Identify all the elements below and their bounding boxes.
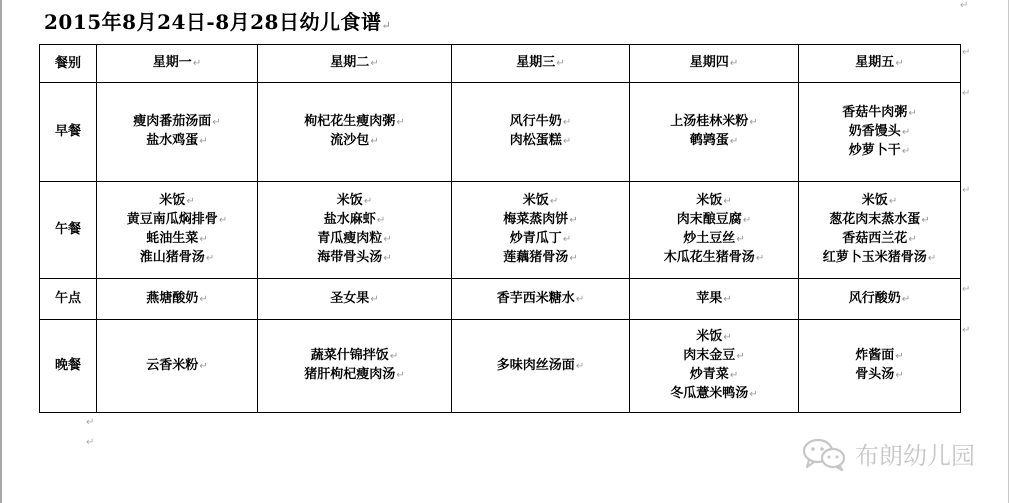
dish-name: 风行酸奶 (848, 290, 901, 306)
dish-item (258, 211, 451, 230)
day-header-label: 星期一 (152, 55, 192, 70)
dish-name: 炒青菜 (689, 367, 729, 382)
menu-cell (452, 320, 630, 413)
paragraph-mark-icon: ↵ (199, 293, 208, 305)
dish-item (258, 290, 451, 309)
dish-item (452, 192, 629, 211)
menu-cell (97, 279, 258, 320)
dish-item (630, 113, 798, 132)
paragraph-mark-icon: ↵ (895, 58, 904, 69)
dish-name: 上汤桂林米粉 (670, 114, 749, 129)
paragraph-mark-icon: ↵ (562, 234, 572, 245)
watermark (801, 436, 975, 471)
day-header-label: 星期三 (516, 55, 556, 70)
dish-item (452, 249, 629, 268)
dish-name: 炸酱面 (855, 348, 895, 363)
menu-cell (799, 279, 961, 320)
paragraph-mark-icon: ↵ (962, 47, 971, 58)
meal-label: 早餐 (40, 83, 97, 182)
menu-table (39, 44, 961, 413)
menu-cell (799, 182, 961, 279)
paragraph-mark-icon: ↵ (755, 253, 765, 264)
dish-name: 鹌鹑蛋 (689, 133, 729, 148)
dish-name: 炒萝卜干 (848, 142, 901, 158)
paragraph-mark-icon: ↵ (729, 136, 739, 147)
menu-cell (630, 320, 799, 413)
dish-item (799, 142, 960, 161)
menu-cell (630, 83, 799, 182)
paragraph-mark-icon: ↵ (729, 370, 739, 381)
paragraph-mark-icon: ↵ (908, 107, 917, 119)
paragraph-mark-icon: ↵ (723, 332, 732, 343)
dish-item (452, 132, 629, 151)
dish-item (799, 249, 960, 268)
dish-name: 香芋西米糖水 (496, 290, 575, 306)
menu-cell (630, 182, 799, 279)
paragraph-mark-icon: ↵ (895, 370, 904, 381)
dish-name: 葱花肉末蒸水蛋 (829, 212, 921, 227)
dish-item (630, 230, 798, 249)
menu-cell (97, 182, 258, 279)
paragraph-mark-icon: ↵ (186, 196, 195, 207)
dish-name: 香菇西兰花 (842, 231, 908, 246)
paragraph-mark-icon: ↵ (901, 145, 911, 157)
paragraph-mark-icon: ↵ (383, 234, 392, 245)
dish-name: 木瓜花生猪骨汤 (663, 250, 755, 265)
paragraph-mark-icon: ↵ (199, 360, 208, 372)
day-header (452, 45, 630, 83)
corner-header: 餐别 (40, 45, 97, 83)
meal-row (40, 320, 961, 413)
paragraph-mark-icon: ↵ (921, 215, 930, 226)
dish-item (452, 290, 629, 309)
paragraph-mark-icon: ↵ (370, 58, 379, 69)
paragraph-mark-icon: ↵ (396, 117, 405, 128)
paragraph-mark-icon: ↵ (908, 234, 917, 245)
dish-item (258, 192, 451, 211)
dish-item (799, 290, 960, 309)
menu-cell (258, 279, 452, 320)
paragraph-mark-icon: ↵ (901, 293, 911, 305)
menu-cell (799, 83, 961, 182)
dish-item (97, 113, 257, 132)
dish-item (630, 366, 798, 385)
meal-label: 午餐 (40, 182, 97, 279)
dish-item (452, 357, 629, 376)
dish-item (799, 347, 960, 366)
paragraph-mark-icon: ↵ (736, 234, 745, 245)
menu-cell (799, 320, 961, 413)
paragraph-mark-icon: ↵ (569, 253, 578, 264)
dish-item (97, 132, 257, 151)
dish-item (630, 347, 798, 366)
day-header (630, 45, 799, 83)
dish-item (97, 290, 257, 309)
dish-name: 苹果 (696, 290, 723, 306)
dish-name: 炒青瓜丁 (509, 231, 562, 246)
dish-name: 米饭 (861, 193, 888, 208)
dish-name: 海带骨头汤 (317, 250, 383, 265)
menu-cell (452, 182, 630, 279)
dish-item (630, 211, 798, 230)
dish-name: 盐水鸡蛋 (146, 133, 199, 148)
day-header (97, 45, 258, 83)
meal-label: 午点 (40, 279, 97, 320)
dish-name: 蔬菜什锦拌饭 (310, 348, 389, 363)
paragraph-mark-icon: ↵ (376, 215, 386, 226)
dish-item (630, 385, 798, 404)
dish-name: 燕塘酸奶 (146, 290, 199, 306)
dish-name: 米饭 (159, 193, 186, 208)
dish-name: 米饭 (522, 193, 549, 208)
dish-name: 香菇牛肉粥 (842, 104, 908, 120)
paragraph-mark-icon: ↵ (895, 351, 904, 362)
meal-row (40, 182, 961, 279)
dish-item (97, 249, 257, 268)
dish-name: 多味肉丝汤面 (496, 357, 575, 373)
menu-cell (452, 83, 630, 182)
dish-name: 炒土豆丝 (683, 231, 736, 246)
dish-item (799, 211, 960, 230)
day-header-label: 星期四 (689, 55, 729, 70)
paragraph-mark-icon: ↵ (562, 136, 572, 147)
dish-name: 猪肝枸杞瘦肉汤 (304, 367, 396, 382)
dish-item (799, 230, 960, 249)
dish-item (452, 211, 629, 230)
meal-row (40, 83, 961, 182)
dish-name: 骨头汤 (855, 367, 895, 382)
paragraph-mark-icon: ↵ (556, 58, 565, 69)
dish-item (452, 113, 629, 132)
dish-item (258, 230, 451, 249)
paragraph-mark-icon: ↵ (381, 19, 392, 32)
dish-name: 青瓜瘦肉粒 (317, 231, 383, 246)
paragraph-mark-icon: ↵ (363, 196, 373, 207)
document-title: 2015年8月24日-8月28日幼儿食谱↵ (44, 10, 392, 34)
dish-item (630, 192, 798, 211)
dish-name: 米饭 (696, 193, 723, 208)
paragraph-mark-icon: ↵ (962, 284, 971, 295)
dish-item (799, 104, 960, 123)
paragraph-mark-icon: ↵ (575, 293, 585, 305)
paragraph-mark-icon: ↵ (729, 58, 739, 69)
dish-name: 枸杞花生瘦肉粥 (304, 114, 396, 129)
paragraph-mark-icon: ↵ (749, 389, 758, 400)
paragraph-mark-icon: ↵ (562, 117, 572, 128)
dish-name: 莲藕猪骨汤 (503, 250, 569, 265)
paragraph-mark-icon: ↵ (389, 351, 399, 362)
day-header (258, 45, 452, 83)
dish-item (630, 290, 798, 309)
paragraph-mark-icon: ↵ (742, 215, 752, 226)
menu-cell (97, 83, 258, 182)
meal-row (40, 279, 961, 320)
dish-name: 风行牛奶 (509, 114, 562, 129)
page-left-edge (0, 0, 2, 503)
dish-item (452, 230, 629, 249)
dish-name: 肉末金豆 (683, 348, 736, 363)
dish-name: 黄豆南瓜焖排骨 (126, 212, 218, 227)
paragraph-mark-icon: ↵ (927, 253, 937, 264)
wechat-icon (801, 437, 847, 471)
dish-name: 圣女果 (330, 290, 370, 306)
dish-name: 米饭 (336, 193, 363, 208)
paragraph-mark-icon: ↵ (723, 196, 732, 207)
dish-name: 淮山猪骨汤 (139, 250, 205, 265)
dish-item (97, 192, 257, 211)
paragraph-mark-icon: ↵ (962, 325, 971, 336)
dish-item (258, 132, 451, 151)
paragraph-mark-icon: ↵ (749, 117, 758, 128)
dish-name: 流沙包 (330, 133, 370, 148)
paragraph-mark-icon: ↵ (962, 88, 971, 99)
paragraph-mark-icon: ↵ (383, 253, 392, 264)
dish-name: 蚝油生菜 (146, 231, 199, 246)
paragraph-mark-icon: ↵ (960, 0, 969, 11)
menu-cell (452, 279, 630, 320)
dish-item (97, 230, 257, 249)
dish-item (799, 192, 960, 211)
dish-name: 奶香馒头 (848, 123, 901, 139)
dish-name: 红萝卜玉米猪骨汤 (822, 250, 927, 265)
dish-name: 米饭 (696, 329, 723, 344)
dish-item (799, 123, 960, 142)
dish-name: 云香米粉 (146, 357, 199, 373)
dish-name: 盐水麻虾 (323, 212, 376, 227)
day-header-label: 星期五 (855, 55, 895, 70)
watermark-text: 布朗幼儿园 (855, 442, 975, 470)
paragraph-mark-icon: ↵ (192, 58, 202, 69)
paragraph-mark-icon: ↵ (901, 126, 911, 138)
header-row (40, 45, 961, 83)
paragraph-mark-icon: ↵ (86, 437, 95, 448)
paragraph-mark-icon: ↵ (569, 215, 578, 226)
paragraph-mark-icon: ↵ (212, 117, 221, 128)
menu-cell (97, 320, 258, 413)
paragraph-mark-icon: ↵ (575, 360, 585, 372)
dish-item (258, 249, 451, 268)
paragraph-mark-icon: ↵ (888, 196, 898, 207)
dish-item (258, 113, 451, 132)
dish-item (258, 366, 451, 385)
day-header (799, 45, 961, 83)
day-header-label: 星期二 (330, 55, 370, 70)
dish-name: 肉松蛋糕 (509, 133, 562, 148)
paragraph-mark-icon: ↵ (86, 417, 95, 428)
paragraph-mark-icon: ↵ (218, 215, 228, 226)
dish-item (630, 328, 798, 347)
dish-item (630, 132, 798, 151)
paragraph-mark-icon: ↵ (199, 136, 208, 147)
paragraph-mark-icon: ↵ (205, 253, 215, 264)
paragraph-mark-icon: ↵ (962, 185, 971, 196)
paragraph-mark-icon: ↵ (370, 293, 379, 305)
dish-name: 冬瓜薏米鸭汤 (670, 386, 749, 401)
dish-item (258, 347, 451, 366)
menu-cell (258, 83, 452, 182)
dish-item (799, 366, 960, 385)
paragraph-mark-icon: ↵ (736, 351, 745, 362)
dish-item (97, 211, 257, 230)
dish-item (630, 249, 798, 268)
menu-cell (258, 182, 452, 279)
paragraph-mark-icon: ↵ (396, 370, 405, 381)
paragraph-mark-icon: ↵ (723, 293, 732, 305)
dish-item (97, 357, 257, 376)
paragraph-mark-icon: ↵ (199, 234, 208, 245)
paragraph-mark-icon: ↵ (549, 196, 559, 207)
paragraph-mark-icon: ↵ (370, 136, 379, 147)
dish-name: 瘦肉番茄汤面 (133, 114, 212, 129)
meal-label: 晚餐 (40, 320, 97, 413)
menu-cell (258, 320, 452, 413)
dish-name: 肉末酿豆腐 (676, 212, 742, 227)
menu-cell (630, 279, 799, 320)
dish-name: 梅菜蒸肉饼 (503, 212, 569, 227)
